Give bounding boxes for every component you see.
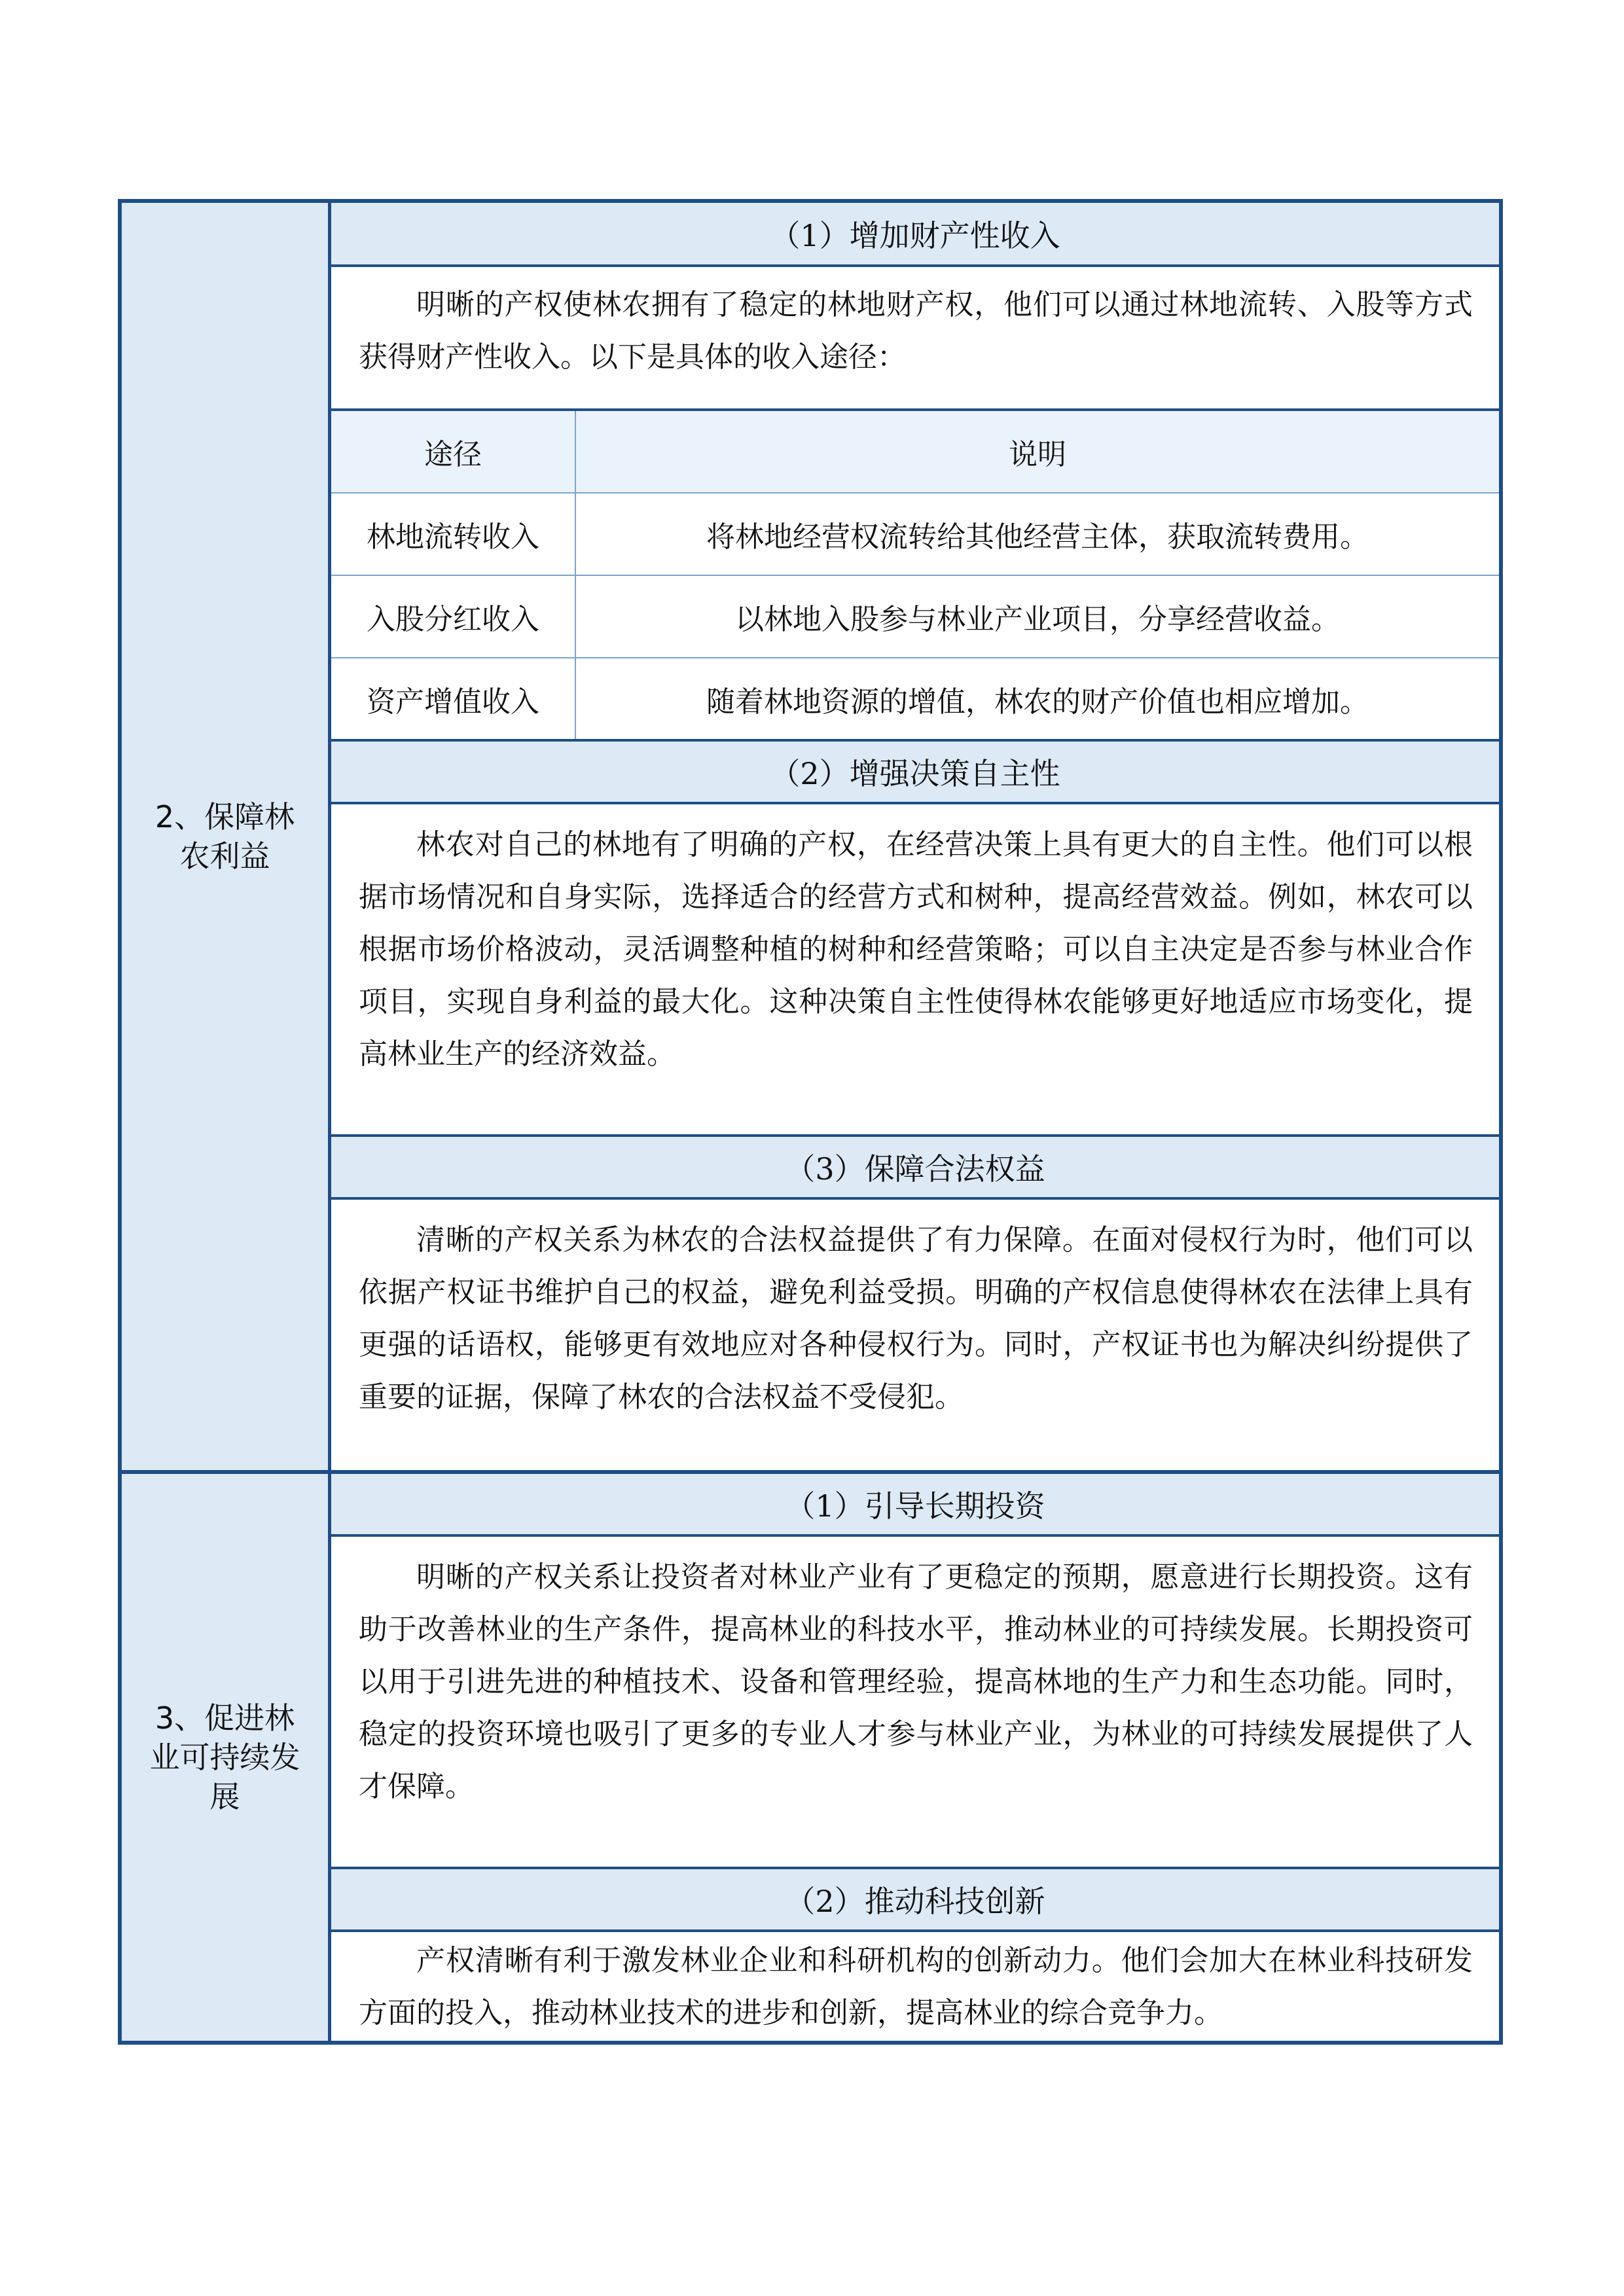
section-2-body	[331, 203, 1499, 1470]
table-row	[331, 576, 1499, 658]
table-cell-route: 资产增值收入	[331, 658, 576, 739]
section-3-label: 3、促进林业可持续发展	[122, 1474, 331, 2041]
section-3-sub1-text: 明晰的产权关系让投资者对林业产业有了更稳定的预期，愿意进行长期投资。这有助于改善林业的生产条件，提高林业的科技水平，推动林业的可持续发展。长期投资可以用于引进先进的种植技术、设备和管理经验，提高林地的生产力和生态功能。同时，稳定的投资环境也吸引了更多的专业人才参与林业产业，为林业的可持续发展提供了人才保障。	[331, 1537, 1499, 1869]
section-3-body	[331, 1474, 1499, 2041]
income-table-header-desc: 说明	[1009, 438, 1066, 471]
table-cell-desc: 以林地入股参与林业产业项目，分享经营收益。	[735, 603, 1340, 636]
section-2-sub1-title: （1）增加财产性收入	[331, 203, 1499, 267]
section-3-sub1-title: （1）引导长期投资	[331, 1474, 1499, 1537]
section-2-sub1-intro: 明晰的产权使林农拥有了稳定的林地财产权，他们可以通过林地流转、入股等方式获得财产性收入。以下是具体的收入途径：	[331, 267, 1499, 411]
section-2-sub2-title: （2）增强决策自主性	[331, 742, 1499, 804]
section-2-sub3-title: （3）保障合法权益	[331, 1137, 1499, 1200]
table-cell-desc: 随着林地资源的增值，林农的财产价值也相应增加。	[706, 685, 1369, 719]
income-table-header-route: 途径	[331, 411, 576, 492]
section-3-sub2-text: 产权清晰有利于激发林业企业和科研机构的创新动力。他们会加大在林业科技研发方面的投入，推动林业技术的进步和创新，提高林业的综合竞争力。	[359, 1944, 1473, 2030]
table-cell-desc: 将林地经营权流转给其他经营主体，获取流转费用。	[706, 520, 1369, 554]
table-row	[331, 493, 1499, 576]
section-3-sub2-title: （2）推动科技创新	[331, 1869, 1499, 1932]
table-row	[331, 658, 1499, 739]
table-cell-route: 林地流转收入	[331, 493, 576, 575]
section-2-sub3-text: 清晰的产权关系为林农的合法权益提供了有力保障。在面对侵权行为时，他们可以依据产权证书维护自己的权益，避免利益受损。明确的产权信息使得林农在法律上具有更强的话语权，能够更有效地应对各种侵权行为。同时，产权证书也为解决纠纷提供了重要的证据，保障了林农的合法权益不受侵犯。	[359, 1223, 1473, 1414]
section-2-label: 2、保障林农利益	[122, 203, 331, 1470]
content-table	[118, 199, 1503, 2045]
income-table-header	[331, 411, 1499, 493]
income-table	[331, 411, 1499, 742]
table-cell-route: 入股分红收入	[331, 576, 576, 657]
section-2-sub2-text: 林农对自己的林地有了明确的产权，在经营决策上具有更大的自主性。他们可以根据市场情况和自身实际，选择适合的经营方式和树种，提高经营效益。例如，林农可以根据市场价格波动，灵活调整种植的树种和经营策略；可以自主决定是否参与林业合作项目，实现自身利益的最大化。这种决策自主性使得林农能够更好地适应市场变化，提高林业生产的经济效益。	[331, 804, 1499, 1137]
